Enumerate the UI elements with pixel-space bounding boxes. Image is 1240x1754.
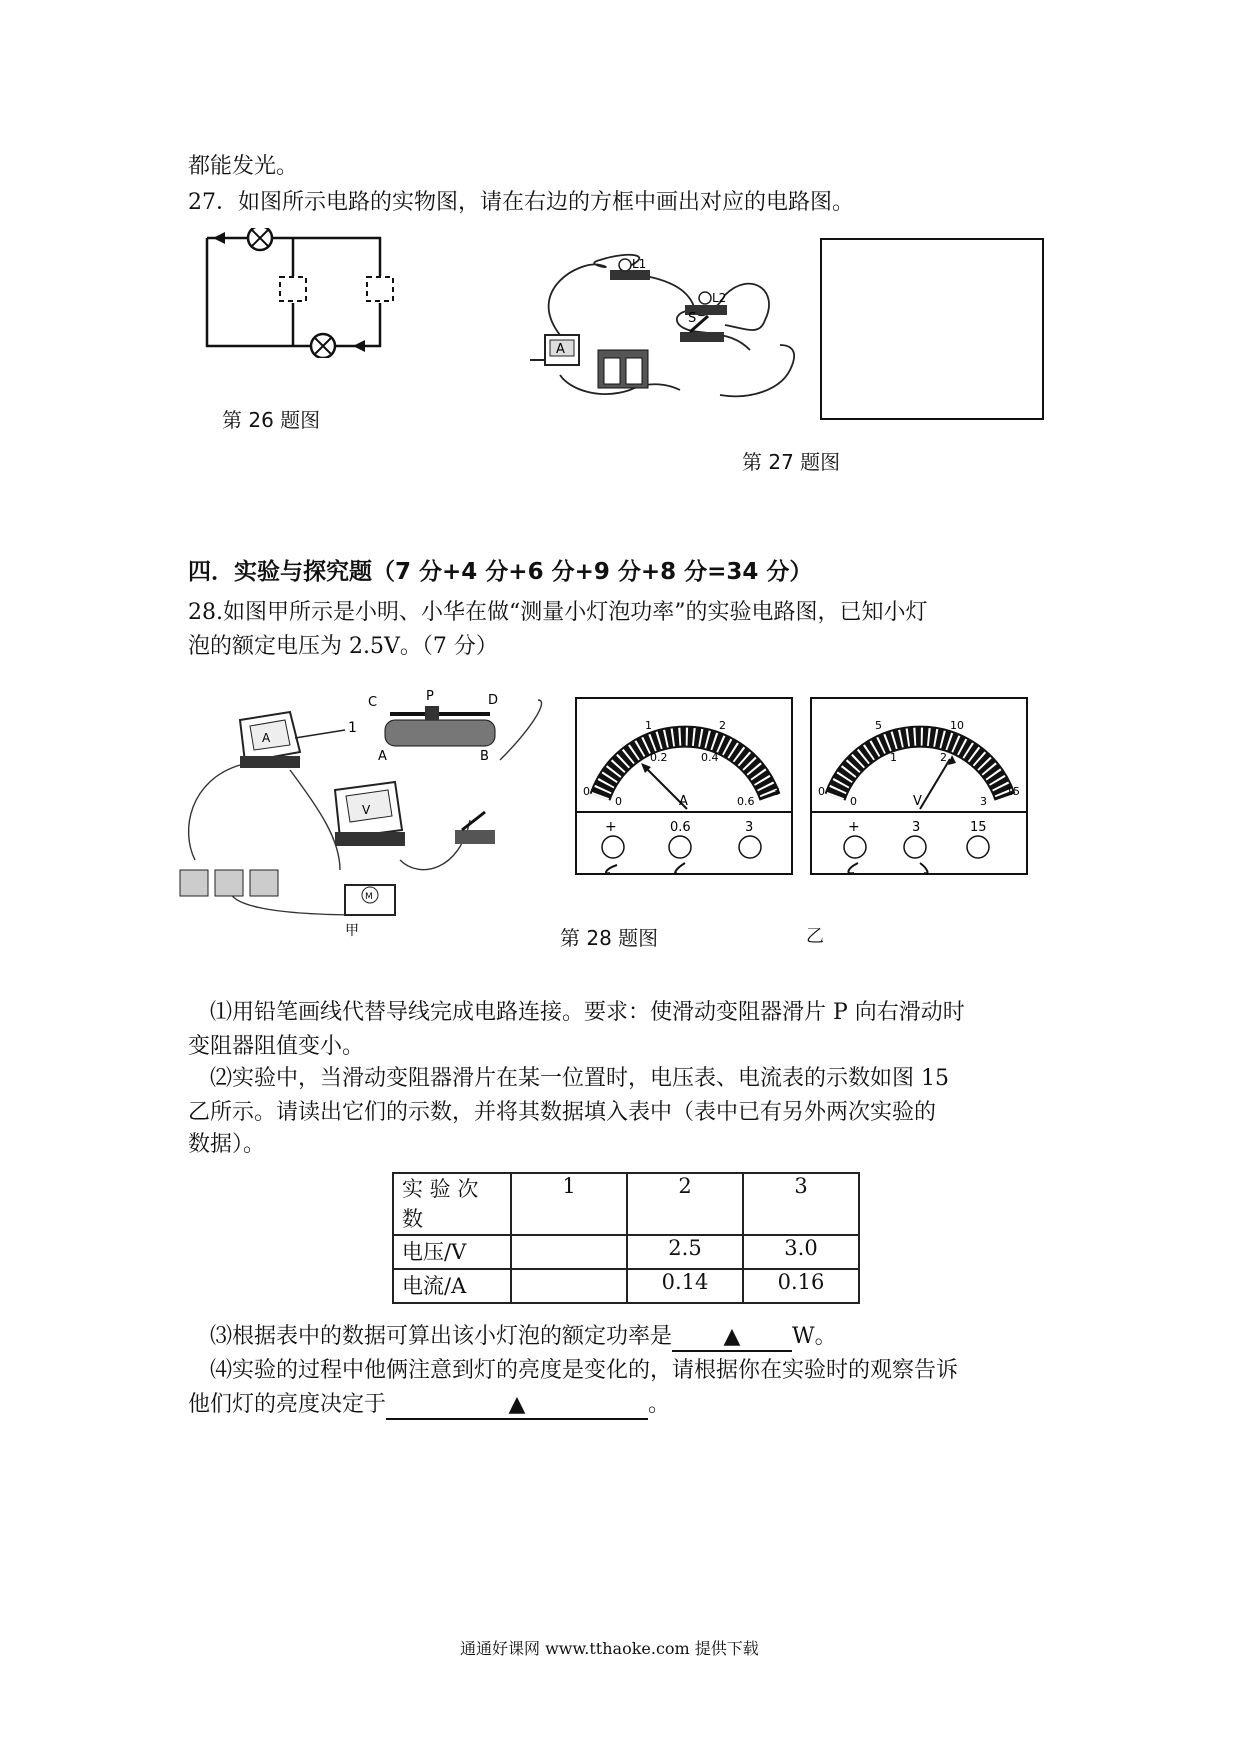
wire-1-label: 1: [348, 720, 357, 736]
terminal-icon: [602, 836, 624, 858]
ammeter-icon: [530, 335, 579, 365]
svg-text:3: 3: [773, 785, 780, 798]
section4-title: 四．实验与探究题（7 分+4 分+6 分+9 分+8 分=34 分）: [188, 559, 813, 585]
svg-text:10: 10: [950, 719, 964, 732]
table-row: [393, 1173, 859, 1235]
table-header-label-1: 实 验 次: [402, 1177, 479, 1201]
svg-text:1: 1: [645, 719, 652, 732]
row-label-voltage: 电压/V: [393, 1235, 511, 1269]
dashed-box: [280, 277, 306, 301]
svg-text:A: A: [262, 731, 271, 745]
dashed-box: [367, 277, 393, 301]
svg-text:B: B: [480, 749, 489, 764]
fig27-physical-circuit: [520, 250, 820, 440]
p3-line: [210, 1320, 837, 1354]
wire-1-pointer: [295, 730, 345, 738]
battery-pack-icon: [180, 870, 278, 896]
arrow-left-icon: [213, 232, 225, 244]
svg-text:D: D: [488, 693, 499, 708]
svg-text:A: A: [378, 749, 387, 764]
svg-text:A: A: [556, 342, 565, 357]
table-header-label: [393, 1173, 511, 1235]
svg-text:+: +: [605, 819, 617, 835]
answer-box[interactable]: [820, 238, 1044, 420]
svg-text:V: V: [913, 794, 922, 809]
p2-line2: 乙所示。请读出它们的示数，并将其数据填入表中（表中已有另外两次实验的: [188, 1100, 937, 1125]
ammeter-icon: [240, 712, 300, 768]
svg-text:3: 3: [912, 820, 921, 835]
terminal-icon: [967, 836, 989, 858]
svg-text:5: 5: [875, 719, 882, 732]
p2-line1: ⑵实验中，当滑动变阻器滑片在某一位置时，电压表、电流表的示数如图 15: [210, 1066, 949, 1091]
lamp-icon: [248, 228, 272, 250]
arrow-left-icon: [353, 340, 365, 352]
q28-line1: 28.如图甲所示是小明、小华在做“测量小灯泡功率”的实验电路图，已知小灯: [188, 600, 928, 625]
svg-text:M: M: [365, 892, 373, 902]
svg-text:3: 3: [745, 820, 754, 835]
svg-text:0.6: 0.6: [737, 795, 755, 808]
terminal-icon: [904, 836, 926, 858]
svg-text:0: 0: [583, 785, 590, 798]
svg-text:L1: L1: [632, 257, 647, 271]
voltmeter-icon: [335, 782, 405, 846]
p3-unit: W。: [792, 1324, 837, 1349]
table-header-label-2: 数: [402, 1207, 423, 1231]
table-col-header: 3: [743, 1173, 859, 1235]
svg-text:0: 0: [818, 785, 825, 798]
svg-text:0: 0: [615, 795, 622, 808]
p4-line2: [188, 1388, 670, 1422]
p4-line1: ⑷实验的过程中他俩注意到灯的亮度是变化的，请根据你在实验时的观察告诉: [210, 1358, 959, 1383]
table-cell: 2.5: [627, 1235, 743, 1269]
p4-end: 。: [648, 1392, 671, 1417]
p1-line1: ⑴用铅笔画线代替导线完成电路连接。要求：使滑动变阻器滑片 P 向右滑动时: [210, 1000, 965, 1025]
svg-text:0.2: 0.2: [650, 751, 668, 764]
lamp-l1-icon: [610, 257, 650, 280]
table-row: [393, 1235, 859, 1269]
svg-text:1: 1: [890, 751, 897, 764]
row-label-current: 电流/A: [393, 1269, 511, 1303]
p4-answer-blank[interactable]: ▲: [386, 1392, 648, 1420]
lamp-socket-icon: [345, 885, 395, 915]
svg-text:2: 2: [719, 719, 726, 732]
intro-line: 都能发光。: [188, 154, 299, 179]
q27-text: 27．如图所示电路的实物图，请在右边的方框中画出对应的电路图。: [188, 190, 854, 215]
voltmeter-dial: [810, 697, 1028, 875]
svg-text:+: +: [848, 819, 860, 835]
terminal-icon: [844, 836, 866, 858]
svg-text:L2: L2: [712, 291, 727, 305]
table-cell-input[interactable]: [511, 1235, 627, 1269]
fig28-apparatus: [170, 690, 570, 940]
footer-text: 通通好课网 www.tthaoke.com 提供下载: [460, 1639, 759, 1658]
q28-line2: 泡的额定电压为 2.5V。（7 分）: [188, 634, 498, 659]
table-cell-input[interactable]: [511, 1269, 627, 1303]
svg-text:3: 3: [980, 795, 987, 808]
svg-text:P: P: [426, 690, 434, 704]
table-cell: 0.16: [743, 1269, 859, 1303]
fig26-circuit-diagram: [195, 228, 395, 358]
p4-text: 他们灯的亮度决定于: [188, 1392, 387, 1417]
terminal-icon: [669, 836, 691, 858]
ammeter-dial: [575, 697, 793, 875]
p3-answer-blank[interactable]: ▲: [672, 1324, 792, 1352]
p1-line2: 变阻器阻值变小。: [188, 1034, 365, 1059]
svg-text:V: V: [362, 803, 371, 817]
svg-text:0: 0: [850, 795, 857, 808]
terminal-icon: [739, 836, 761, 858]
label-jia: 甲: [345, 923, 359, 939]
svg-text:2: 2: [940, 751, 947, 764]
caption-fig27: 第 27 题图: [742, 450, 841, 474]
svg-text:S: S: [688, 311, 697, 326]
svg-text:15: 15: [1006, 785, 1020, 798]
rheostat-icon: [368, 690, 498, 764]
svg-text:C: C: [368, 695, 378, 710]
table-col-header: 1: [511, 1173, 627, 1235]
svg-text:0.4: 0.4: [701, 751, 719, 764]
table-col-header: 2: [627, 1173, 743, 1235]
p2-line3: 数据）。: [188, 1132, 266, 1157]
svg-text:0.6: 0.6: [670, 820, 691, 835]
table-row: [393, 1269, 859, 1303]
data-table: [392, 1172, 860, 1304]
table-cell: 0.14: [627, 1269, 743, 1303]
caption-fig26: 第 26 题图: [222, 408, 321, 432]
battery-icon: [598, 350, 648, 388]
switch-icon: [455, 812, 495, 844]
svg-text:A: A: [679, 794, 688, 809]
label-yi: 乙: [806, 926, 824, 947]
table-cell: 3.0: [743, 1235, 859, 1269]
caption-fig28: 第 28 题图: [560, 926, 659, 950]
svg-text:15: 15: [970, 820, 987, 835]
p3-text: ⑶根据表中的数据可算出该小灯泡的额定功率是: [210, 1324, 673, 1349]
lamp-icon: [311, 334, 335, 358]
